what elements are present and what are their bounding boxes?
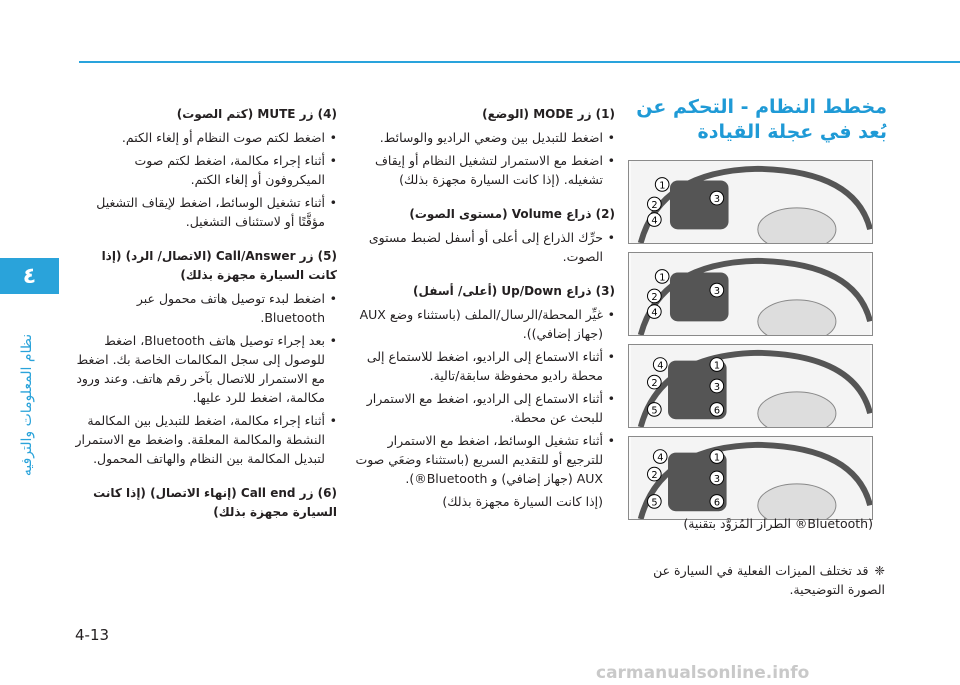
steering-wheel-image-4: [628, 436, 873, 520]
note-icon: ❈: [874, 563, 885, 578]
section-mode: [353, 105, 615, 189]
fig1-num-3: 3: [713, 194, 721, 205]
bullet-list: [353, 305, 615, 488]
watermark: carmanualsonline.info: [596, 663, 810, 683]
fig4-num-4: 4: [657, 452, 664, 464]
fig4-num-2: 2: [651, 470, 658, 481]
steering-wheel-image-1: [628, 160, 873, 244]
list-item: • أثناء إجراء مكالمة، اضغط لكتم صوت الميكروفون أو إلغاء الكتم.: [75, 151, 325, 189]
page-number: 4-13: [75, 626, 110, 644]
fig2-num-1: 1: [659, 272, 666, 284]
list-item: • أثناء الاستماع إلى الراديو، اضغط مع الاستمرار للبحث عن محطة.: [353, 389, 603, 427]
list-item: • اضغط لكتم صوت النظام أو إلغاء الكتم.: [75, 128, 325, 147]
note-text: قد تختلف الميزات الفعلية في السيارة عن الصورة التوضيحية.: [653, 563, 885, 597]
column-middle: [353, 105, 615, 527]
list-item: • اضغط للتبديل بين وضعي الراديو والوسائط.: [353, 128, 603, 147]
fig2-num-2: 2: [651, 291, 658, 303]
list-item: • حرِّك الذراع إلى أعلى أو أسفل لضبط مستوى الصوت.: [353, 228, 603, 266]
section-heading: (1) زر MODE (الوضع): [482, 107, 615, 121]
section-call-end: [75, 484, 337, 522]
fig4-num-1: 1: [713, 452, 721, 464]
fig4-num-3: 3: [713, 473, 721, 485]
fig1-num-1: 1: [659, 180, 666, 192]
fig3-num-6: 6: [713, 405, 721, 417]
chapter-title: نظام المعلومات والترفيه: [19, 333, 36, 476]
steering-wheel-image-3: [628, 344, 873, 428]
bullet-list: [75, 128, 337, 231]
column-left: [75, 105, 337, 538]
section-mute: [75, 105, 337, 231]
section-heading: (3) ذراع Up/Down (أعلى/ أسفل): [413, 284, 615, 298]
chapter-tab: [0, 258, 59, 294]
section-up-down: [353, 282, 615, 511]
steering-wheel-image-2: [628, 252, 873, 336]
fig1-num-2: 2: [651, 199, 658, 211]
list-item: • أثناء تشغيل الوسائط، اضغط مع الاستمرار للترجيع أو للتقديم السريع (باستثناء وضعَي صوت AUX (جهاز إضافي) و Bluetooth®).: [353, 431, 603, 488]
bullet-list: [75, 289, 337, 468]
bullet-list: [353, 228, 615, 266]
section-heading: (4) زر MUTE (كتم الصوت): [176, 107, 337, 121]
fig2-num-3: 3: [713, 286, 721, 297]
chapter-title-vertical: [15, 302, 39, 507]
fig2-num-4: 4: [651, 307, 658, 319]
note: [630, 561, 885, 599]
list-item: • أثناء إجراء مكالمة، اضغط للتبديل بين المكالمة النشطة والمكالمة المعلقة. واضغط مع الاستمرار لتبديل المكالمة بين النظام والهاتف المحمول.: [75, 411, 325, 468]
list-item: • أثناء الاستماع إلى الراديو، اضغط للاستماع إلى محطة راديو محفوظة سابقة/تالية.: [353, 347, 603, 385]
fig4-num-6: 6: [713, 497, 721, 509]
list-item: • غيِّر المحطة/الرسال/الملف (باستثناء وضع AUX (جهاز إضافي)).: [353, 305, 603, 343]
top-rule: [79, 61, 960, 63]
section-heading: (6) زر Call end (إنهاء الاتصال) (إذا كانت السيارة مجهزة بذلك): [93, 486, 337, 519]
list-item: • اضغط مع الاستمرار لتشغيل النظام أو إيقاف تشغيله. (إذا كانت السيارة مجهزة بذلك): [353, 151, 603, 189]
section-volume: [353, 205, 615, 266]
list-item: • أثناء تشغيل الوسائط، اضغط لإيقاف التشغيل مؤقَّتًا أو لاستئناف التشغيل.: [75, 193, 325, 231]
fig3-num-4: 4: [657, 360, 664, 372]
chapter-number: ٤: [22, 263, 37, 289]
list-item: • بعد إجراء توصيل هاتف Bluetooth، اضغط للوصول إلى سجل المكالمات الخاصة بك. اضغط مع الاستمرار للاتصال بآخر رقم هاتف. وعند ورود مكالمة، اضغط للرد عليها.: [75, 331, 325, 407]
section-trailing-note: (إذا كانت السيارة مجهزة بذلك): [442, 494, 603, 509]
section-call-answer: [75, 247, 337, 468]
fig1-num-4: 4: [651, 215, 658, 227]
page-title: مخطط النظام - التحكم عن بُعد في عجلة القيادة: [636, 96, 887, 143]
fig3-num-3: 3: [713, 381, 721, 393]
section-heading: (2) ذراع Volume (مستوى الصوت): [409, 207, 615, 221]
section-heading: (5) زر Call/Answer (الاتصال/ الرد) (إذا كانت السيارة مجهزة بذلك): [101, 249, 337, 282]
list-item: • اضغط لبدء توصيل هاتف محمول عبر Bluetooth.: [75, 289, 325, 327]
bullet-list: [353, 128, 615, 189]
steering-wheel-figures: [628, 160, 873, 528]
fig3-num-1: 1: [713, 360, 721, 372]
fig3-num-2: 2: [651, 378, 658, 389]
column-right: [630, 95, 887, 145]
figure-caption: (Bluetooth® الطراز المُزوَّد بتقنية): [683, 516, 873, 531]
fig4-num-5: 5: [651, 497, 658, 509]
fig3-num-5: 5: [651, 405, 658, 417]
